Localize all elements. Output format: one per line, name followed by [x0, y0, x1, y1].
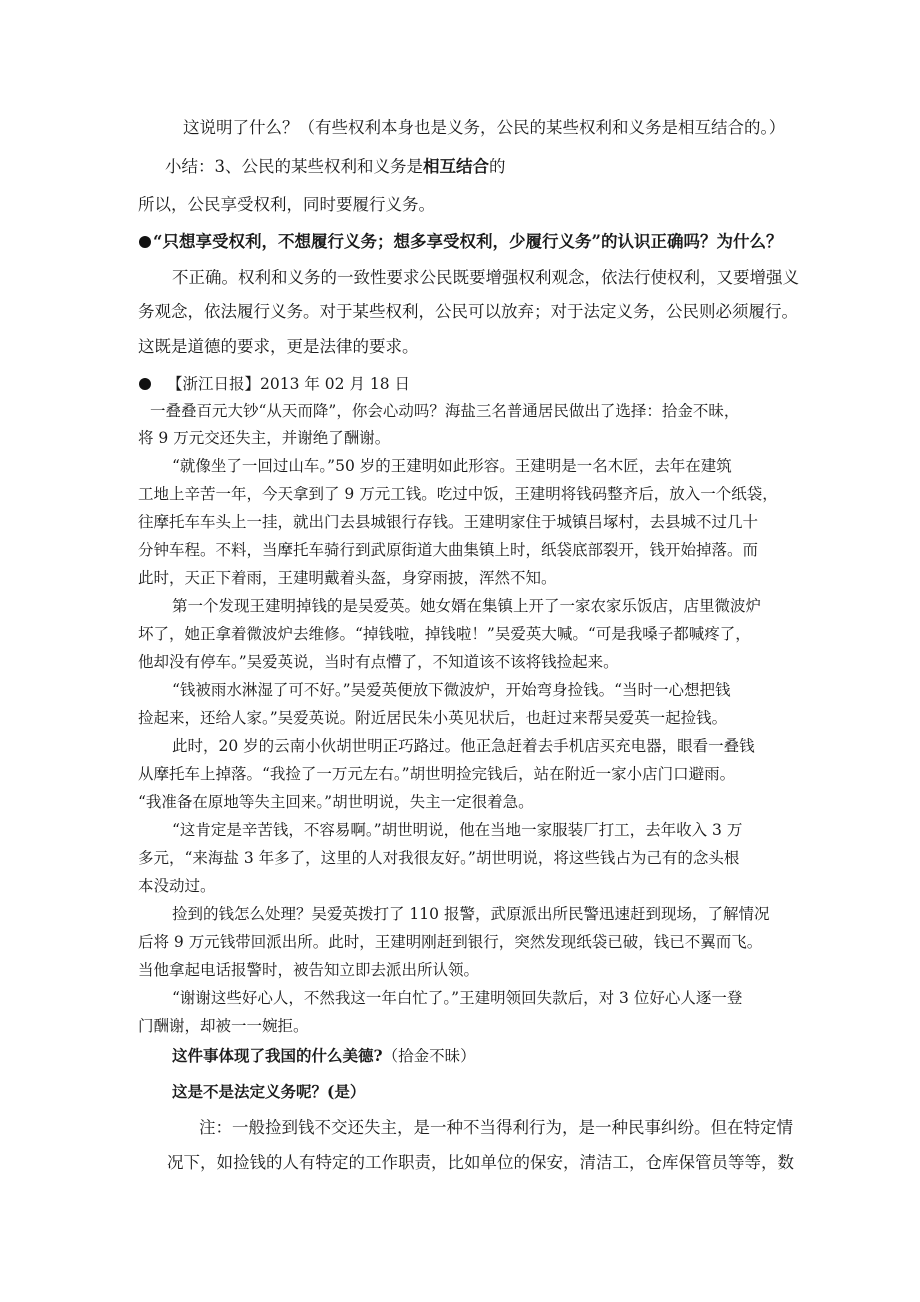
- news-line: 多元，“来海盐 3 年多了，这里的人对我很友好。”胡世明说，将这些钱占为己有的念头根: [138, 849, 740, 867]
- news-line: 此时，天正下着雨，王建明戴着头盔，身穿雨披，浑然不知。: [138, 569, 557, 587]
- news-line: 一叠叠百元大钞“从天而降”，你会心动吗？海盐三名普通居民做出了选择：拾金不昧，: [150, 402, 740, 420]
- question-virtue-answer: （拾金不昧）: [382, 1047, 476, 1065]
- paragraph-question-meaning: 这说明了什么？（有些权利本身也是义务，公民的某些权利和义务是相互结合的。）: [183, 118, 786, 137]
- news-line: 此时，20 岁的云南小伙胡世明正巧路过。他正急赶着去手机店买充电器，眼看一叠钱: [172, 737, 755, 755]
- news-line: 本没动过。: [138, 877, 216, 895]
- question-virtue: 这件事体现了我国的什么美德?: [172, 1046, 383, 1065]
- news-line: 当他拿起电话报警时，被告知立即去派出所认领。: [138, 961, 480, 979]
- news-line: 捡到的钱怎么处理？吴爱英拨打了 110 报警，武原派出所民警迅速赶到现场，了解情况: [172, 905, 770, 923]
- news-line: “这肯定是辛苦钱，不容易啊。”胡世明说，他在当地一家服装厂打工，去年收入 3 万: [172, 821, 743, 839]
- news-line: 从摩托车上掉落。“我捡了一万元左右。”胡世明捡完钱后，站在附近一家小店门口避雨。: [138, 765, 736, 783]
- answer-line-3: 这既是道德的要求，更是法律的要求。: [138, 337, 419, 356]
- news-line: “谢谢这些好心人，不然我这一年白忙了。”王建明领回失款后，对 3 位好心人逐一登: [172, 989, 743, 1007]
- news-line: 将 9 万元交还失主，并谢绝了酬谢。: [138, 429, 391, 447]
- summary-line: [165, 157, 506, 177]
- news-line: 往摩托车车头上一挂，就出门去县城银行存钱。王建明家住于城镇吕塚村，去县城不过几十: [138, 513, 759, 531]
- question-text: “只想享受权利，不想履行义务；想多享受权利，少履行义务”的认识正确吗？为什么？: [153, 232, 783, 251]
- answer-line-1: 不正确。权利和义务的一致性要求公民既要增强权利观念，依法行使权利，又要增强义: [172, 268, 799, 287]
- news-header: 【浙江日报】2013 年 02 月 18 日: [167, 375, 411, 393]
- paragraph-conclusion: 所以，公民享受权利，同时要履行义务。: [138, 195, 435, 214]
- news-line: 工地上辛苦一年，今天拿到了 9 万元工钱。吃过中饭，王建明将钱码整齐后，放入一个纸袋，: [138, 485, 778, 503]
- news-line: 门酬谢，却被一一婉拒。: [138, 1017, 309, 1035]
- news-line: 他却没有停车。”吴爱英说，当时有点懵了，不知道该不该将钱捡起来。: [138, 653, 619, 671]
- news-line: 捡起来，还给人家。”吴爱英说。附近居民朱小英见状后，也赶过来帮吴爱英一起捡钱。: [138, 709, 728, 727]
- news-header-line: [139, 374, 410, 394]
- question-virtue-line: [172, 1046, 476, 1066]
- bullet-dot-icon: [139, 236, 151, 248]
- summary-bold-term: 相互结合: [423, 157, 489, 176]
- news-line: 后将 9 万元钱带回派出所。此时，王建明刚赶到银行，突然发现纸袋已破，钱已不翼而飞。: [138, 933, 763, 951]
- summary-suffix: 的: [489, 157, 506, 176]
- summary-prefix: 小结：3、公民的某些权利和义务是: [165, 157, 423, 176]
- news-line: 坏了，她正拿着微波炉去维修。“掉钱啦，掉钱啦！”吴爱英大喊。“可是我嗓子都喊疼了，: [138, 625, 751, 643]
- news-line: 第一个发现王建明掉钱的是吴爱英。她女婿在集镇上开了一家农家乐饭店，店里微波炉: [172, 597, 762, 615]
- news-line: “钱被雨水淋湿了可不好。”吴爱英便放下微波炉，开始弯身捡钱。“当时一心想把钱: [172, 681, 731, 699]
- note-line-1: 注：一般捡到钱不交还失主，是一种不当得利行为，是一种民事纠纷。但在特定情: [199, 1118, 793, 1137]
- question-legal-duty: 这是不是法定义务呢？(是）: [172, 1082, 366, 1101]
- news-line: “就像坐了一回过山车。”50 岁的王建明如此形容。王建明是一名木匠，去年在建筑: [172, 457, 732, 475]
- answer-line-2: 务观念，依法履行义务。对于某些权利，公民可以放弃；对于法定义务，公民则必须履行。: [138, 302, 798, 321]
- news-line: “我准备在原地等失主回来。”胡世明说，失主一定很着急。: [138, 793, 534, 811]
- bullet-question-line: [139, 232, 782, 252]
- note-line-2: 况下，如捡钱的人有特定的工作职责，比如单位的保安，清洁工，仓库保管员等等，数: [167, 1153, 794, 1172]
- news-line: 分钟车程。不料，当摩托车骑行到武原街道大曲集镇上时，纸袋底部裂开，钱开始掉落。而: [138, 541, 759, 559]
- bullet-dot-icon: [139, 378, 151, 390]
